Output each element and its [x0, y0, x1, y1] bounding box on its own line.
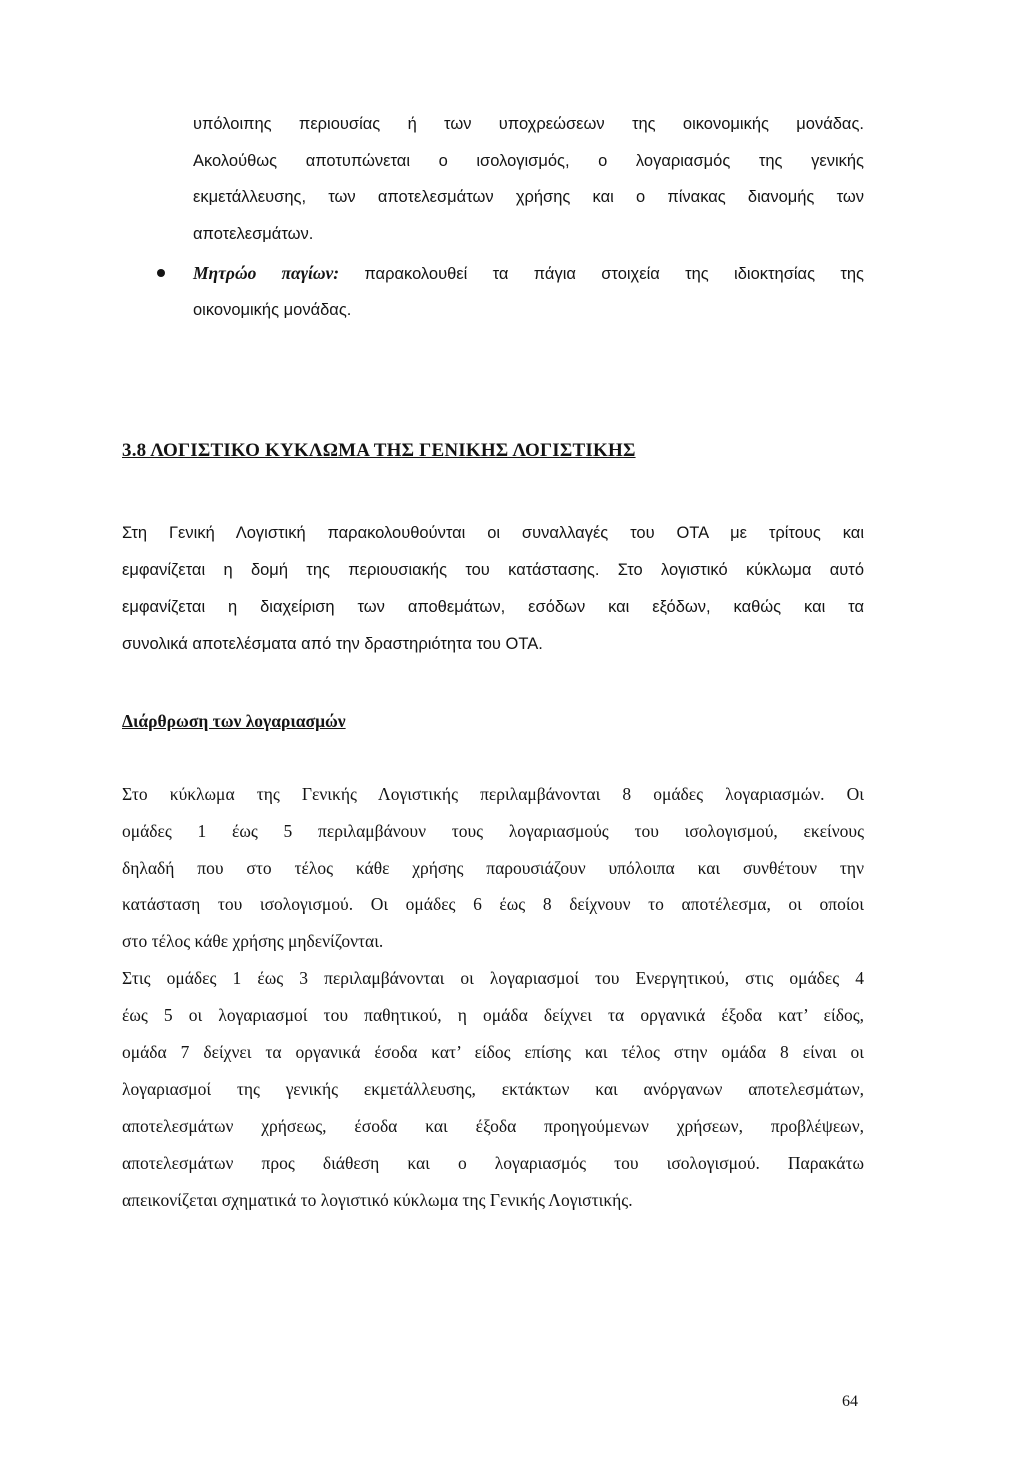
text-line: λογαριασμοί της γενικής εκμετάλλευσης, εκτάκτων και ανόργανων αποτελεσμάτων,: [122, 1079, 864, 1099]
bullet-icon: [157, 269, 165, 277]
text-line: Ακολούθως αποτυπώνεται ο ισολογισμός, ο λογαριασμός της γενικής: [193, 152, 864, 170]
text-line: αποτελεσμάτων προς διάθεση και ο λογαριασμός του ισολογισμού. Παρακάτω: [122, 1153, 864, 1173]
text-line: εμφανίζεται η διαχείριση των αποθεμάτων, εσόδων και εξόδων, καθώς και τα: [122, 598, 864, 616]
subheading: Διάρθρωση των λογαριασμών: [122, 711, 346, 731]
text-line: συνολικά αποτελέσματα από την δραστηριότητα του ΟΤΑ.: [122, 635, 543, 653]
text-line: Στο κύκλωμα της Γενικής Λογιστικής περιλαμβάνονται 8 ομάδες λογαριασμών. Οι: [122, 784, 864, 804]
bullet-term: Μητρώο παγίων:: [193, 263, 340, 283]
text-line: απεικονίζεται σχηματικά το λογιστικό κύκλωμα της Γενικής Λογιστικής.: [122, 1190, 633, 1210]
section-heading: 3.8 ΛΟΓΙΣΤΙΚΟ ΚΥΚΛΩΜΑ ΤΗΣ ΓΕΝΙΚΗΣ ΛΟΓΙΣΤΙΚΗΣ: [122, 440, 636, 461]
text-line: ομάδα 7 δείχνει τα οργανικά έσοδα κατ’ είδος επίσης και τέλος στην ομάδα 8 είναι οι: [122, 1042, 864, 1062]
text-line: υπόλοιπης περιουσίας ή των υποχρεώσεων της οικονομικής μονάδας.: [193, 115, 864, 133]
text-line: αποτελεσμάτων χρήσεως, έσοδα και έξοδα προηγούμενων χρήσεων, προβλέψεων,: [122, 1116, 864, 1136]
page-number: 64: [842, 1393, 858, 1410]
text-line: ομάδες 1 έως 5 περιλαμβάνουν τους λογαριασμούς του ισολογισμού, εκείνους: [122, 821, 864, 841]
text-line: κατάσταση του ισολογισμού. Οι ομάδες 6 έως 8 δείχνουν το αποτέλεσμα, οι οποίοι: [122, 894, 864, 914]
bullet-line: [193, 262, 864, 285]
text-line: αποτελεσμάτων.: [193, 225, 314, 243]
text-line: έως 5 οι λογαριασμοί του παθητικού, η ομάδα δείχνει τα οργανικά έξοδα κατ’ είδος,: [122, 1005, 864, 1025]
text-line: εκμετάλλευσης, των αποτελεσμάτων χρήσης και ο πίνακας διανομής των: [193, 188, 864, 206]
text-line: Στη Γενική Λογιστική παρακολουθούνται οι συναλλαγές του ΟΤΑ με τρίτους και: [122, 524, 864, 542]
text-line: Στις ομάδες 1 έως 3 περιλαμβάνονται οι λογαριασμοί του Ενεργητικού, στις ομάδες 4: [122, 968, 864, 988]
text-line: δηλαδή που στο τέλος κάθε χρήσης παρουσιάζουν υπόλοιπα και συνθέτουν την: [122, 858, 864, 878]
bullet-text: παρακολουθεί τα πάγια στοιχεία της ιδιοκτησίας της: [339, 265, 864, 283]
text-line: οικονομικής μονάδας.: [193, 301, 352, 319]
text-line: στο τέλος κάθε χρήσης μηδενίζονται.: [122, 931, 384, 951]
text-line: εμφανίζεται η δομή της περιουσιακής του κατάστασης. Στο λογιστικό κύκλωμα αυτό: [122, 561, 864, 579]
